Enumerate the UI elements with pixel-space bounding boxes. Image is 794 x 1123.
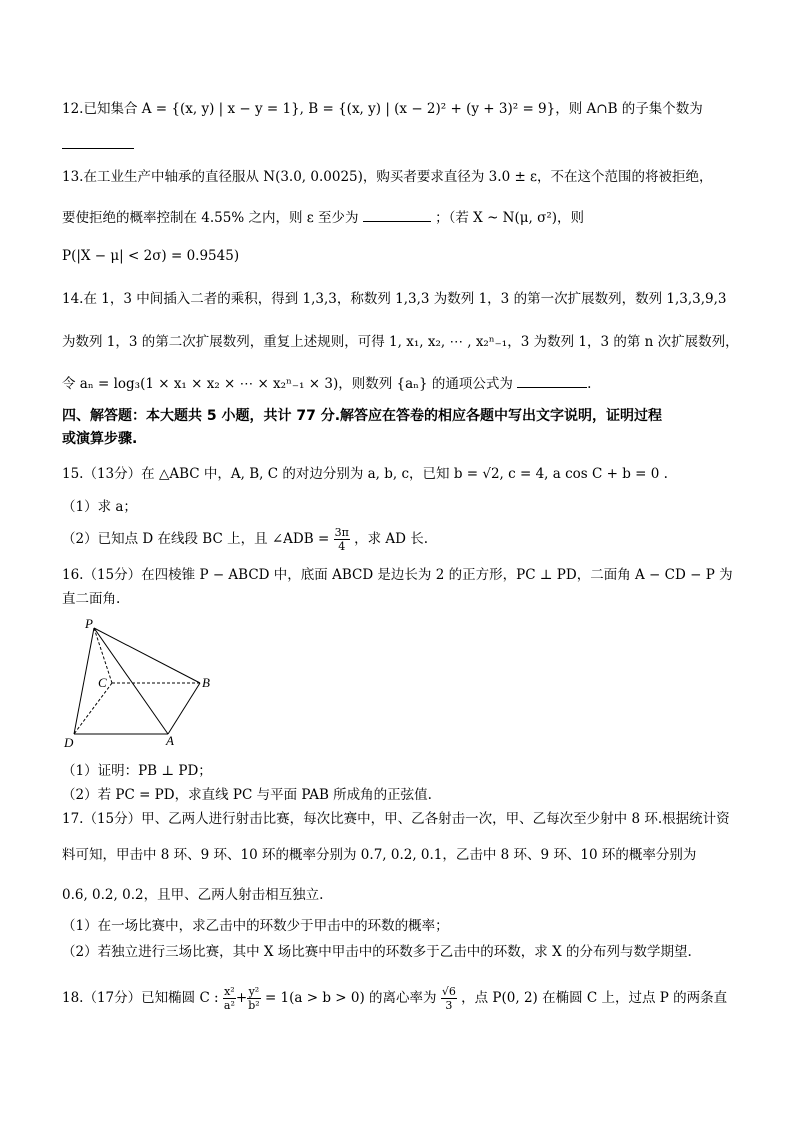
q16-line1: 16.（15分）在四棱锥 P − ABCD 中，底面 ABCD 是边长为 2 的正方形，PC ⊥ PD，二面角 A − CD − P 为 bbox=[62, 567, 733, 583]
q17-part2: （2）若独立进行三场比赛，其中 X 场比赛中甲击中的环数多于乙击中的环数，求 X 的分布列与数学期望. bbox=[62, 944, 692, 960]
q14-line3-text-b: . bbox=[587, 376, 592, 392]
q15-fraction-numerator: 3π bbox=[334, 526, 349, 539]
section4-heading-line2: 或演算步骤. bbox=[62, 431, 138, 447]
q18-plus: + bbox=[235, 990, 248, 1006]
q14-line3-text-a: 令 aₙ = log₃(1 × x₁ × x₂ × ⋯ × x₂ⁿ₋₁ × 3)，则数列 {aₙ} 的通项公式为 bbox=[62, 376, 513, 392]
q17-line2: 料可知，甲击中 8 环、9 环、10 环的概率分别为 0.7, 0.2, 0.1，乙击中 8 环、9 环、10 环的概率分别为 bbox=[62, 847, 697, 863]
section4-heading-line1: 四、解答题：本大题共 5 小题，共计 77 分.解答应在答卷的相应各题中写出文字说明，证明过程 bbox=[62, 408, 663, 424]
q15-fraction-denominator: 4 bbox=[338, 540, 346, 553]
label-B: B bbox=[202, 675, 210, 690]
q18-fraction-y bbox=[247, 985, 260, 1012]
q13-line1: 13.在工业生产中轴承的直径服从 N(3.0, 0.0025)，购买者要求直径为 3.0 ± ε，不在这个范围的将被拒绝， bbox=[62, 169, 713, 185]
edge-AB bbox=[168, 683, 200, 734]
q18-fx-num: x² bbox=[224, 985, 235, 998]
q12-answer-blank[interactable] bbox=[62, 134, 134, 149]
q18-mid: = 1(a > b > 0) 的离心率为 bbox=[264, 990, 437, 1006]
q17-part1: （1）在一场比赛中，求乙击中的环数少于甲击中的环数的概率； bbox=[62, 918, 449, 934]
q15-part1: （1）求 a； bbox=[62, 499, 137, 515]
label-P: P bbox=[85, 616, 93, 631]
q16-line2: 直二面角. bbox=[62, 591, 121, 607]
q18-prefix: 18.（17分）已知椭圆 C : bbox=[62, 990, 219, 1006]
q13-line2-text-a: 要使拒绝的概率控制在 4.55% 之内，则 ε 至少为 bbox=[62, 210, 359, 226]
q18-line1 bbox=[62, 985, 727, 1012]
q16-part1: （1）证明：PB ⊥ PD； bbox=[62, 763, 212, 779]
q18-fy-num: y² bbox=[248, 985, 260, 998]
label-C: C bbox=[98, 675, 107, 690]
q18-suffix: ，点 P(0, 2) 在椭圆 C 上，过点 P 的两条直 bbox=[461, 990, 728, 1006]
q15-part2-text-b: ，求 AD 长. bbox=[354, 531, 429, 547]
q14-line2: 为数列 1，3 的第二次扩展数列，重复上述规则，可得 1, x₁, x₂, ⋯ , x₂ⁿ₋₁，3 为数列 1，3 的第 n 次扩展数列， bbox=[62, 334, 739, 350]
q18-fraction-e bbox=[441, 985, 457, 1012]
q18-fe-den: 3 bbox=[445, 999, 453, 1012]
q15-angle-fraction bbox=[334, 526, 350, 553]
q14-line3 bbox=[62, 373, 591, 393]
q18-fe-num: √6 bbox=[441, 985, 456, 998]
q13-line3: P(|X − μ| < 2σ) = 0.9545) bbox=[62, 248, 240, 264]
edge-CD bbox=[74, 683, 112, 734]
q12-answer-line bbox=[62, 134, 134, 154]
q18-fraction-x bbox=[223, 985, 236, 1012]
q15-part2-text-a: （2）已知点 D 在线段 BC 上，且 ∠ADB = bbox=[62, 531, 330, 547]
pyramid-figure bbox=[60, 616, 220, 750]
q17-line3: 0.6, 0.2, 0.2，且甲、乙两人射击相互独立. bbox=[62, 887, 324, 903]
q15-line1: 15.（13分）在 △ABC 中，A, B, C 的对边分别为 a, b, c，已知 b = √2, c = 4, a cos C + b = 0 . bbox=[62, 466, 668, 482]
q13-line2-text-b: ；（若 X ~ N(μ, σ²)，则 bbox=[435, 210, 585, 226]
q18-fy-den: b² bbox=[248, 999, 260, 1012]
q12-line1: 12.已知集合 A = {(x, y) | x − y = 1}, B = {(x, y) | (x − 2)² + (y + 3)² = 9}，则 A∩B 的子集个数为 bbox=[62, 101, 703, 117]
q14-line1: 14.在 1，3 中间插入二者的乘积，得到 1,3,3，称数列 1,3,3 为数列 1，3 的第一次扩展数列，数列 1,3,3,9,3 bbox=[62, 291, 727, 307]
edge-PD bbox=[74, 628, 94, 734]
q17-line1: 17.（15分）甲、乙两人进行射击比赛，每次比赛中，甲、乙各射击一次，甲、乙每次至少射中 8 环.根据统计资 bbox=[62, 811, 730, 827]
q18-fx-den: a² bbox=[223, 999, 235, 1012]
edge-PB bbox=[94, 628, 200, 683]
q13-line2 bbox=[62, 207, 584, 227]
q16-part2: （2）若 PC = PD，求直线 PC 与平面 PAB 所成角的正弦值. bbox=[62, 787, 432, 803]
label-D: D bbox=[64, 735, 74, 750]
q13-answer-blank[interactable] bbox=[363, 207, 431, 222]
q15-part2 bbox=[62, 526, 428, 553]
q14-answer-blank[interactable] bbox=[517, 373, 587, 388]
label-A: A bbox=[166, 733, 174, 748]
